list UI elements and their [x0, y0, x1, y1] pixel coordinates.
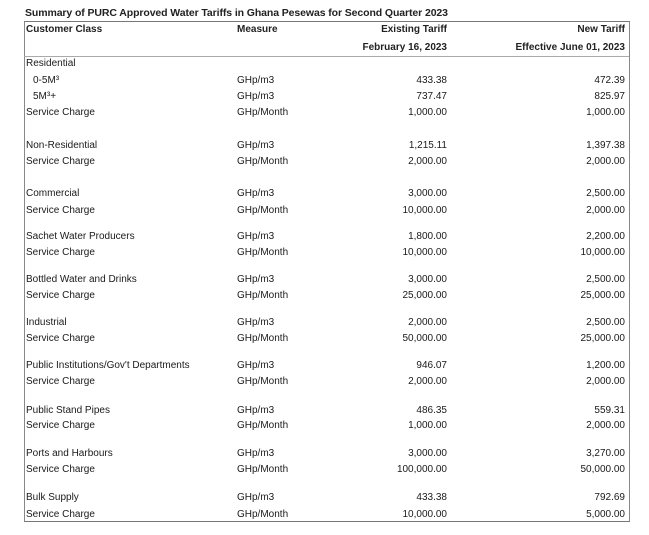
row-customer-class: Service Charge: [26, 205, 95, 216]
row-existing-tariff: 2,000.00: [408, 317, 447, 328]
header-customer-class: Customer Class: [26, 24, 103, 35]
row-measure: GHp/Month: [237, 509, 289, 520]
row-customer-class: Non-Residential: [26, 140, 98, 151]
row-new-tariff: 25,000.00: [580, 333, 625, 344]
row-existing-tariff: 1,000.00: [408, 107, 447, 118]
row-measure: GHp/Month: [237, 107, 289, 118]
row-new-tariff: 2,000.00: [586, 420, 625, 431]
row-measure: GHp/m3: [237, 188, 275, 199]
row-new-tariff: 1,397.38: [586, 140, 625, 151]
row-new-tariff: 3,270.00: [586, 448, 625, 459]
header-measure: Measure: [237, 24, 278, 35]
row-new-tariff: 2,500.00: [586, 274, 625, 285]
row-new-tariff: 2,000.00: [586, 205, 625, 216]
row-existing-tariff: 3,000.00: [408, 188, 447, 199]
row-customer-class: Sachet Water Producers: [26, 231, 135, 242]
row-customer-class: Service Charge: [26, 107, 95, 118]
row-new-tariff: 2,500.00: [586, 317, 625, 328]
header-new-date: Effective June 01, 2023: [515, 42, 625, 53]
row-existing-tariff: 2,000.00: [408, 156, 447, 167]
row-new-tariff: 25,000.00: [580, 290, 625, 301]
row-customer-class: 0-5M³: [33, 75, 60, 86]
row-customer-class: Service Charge: [26, 464, 95, 475]
row-customer-class: Service Charge: [26, 290, 95, 301]
row-customer-class: Residential: [26, 58, 76, 69]
row-existing-tariff: 2,000.00: [408, 376, 447, 387]
row-measure: GHp/m3: [237, 360, 275, 371]
row-measure: GHp/m3: [237, 75, 275, 86]
row-existing-tariff: 433.38: [416, 75, 447, 86]
row-new-tariff: 5,000.00: [586, 509, 625, 520]
row-existing-tariff: 946.07: [416, 360, 447, 371]
row-customer-class: Public Institutions/Gov't Departments: [26, 360, 190, 371]
row-measure: GHp/Month: [237, 376, 289, 387]
row-existing-tariff: 1,000.00: [408, 420, 447, 431]
row-measure: GHp/m3: [237, 317, 275, 328]
row-new-tariff: 1,000.00: [586, 107, 625, 118]
row-customer-class: Service Charge: [26, 333, 95, 344]
row-existing-tariff: 3,000.00: [408, 448, 447, 459]
row-measure: GHp/m3: [237, 140, 275, 151]
row-existing-tariff: 10,000.00: [402, 509, 447, 520]
row-customer-class: Service Charge: [26, 247, 95, 258]
row-measure: GHp/Month: [237, 247, 289, 258]
row-customer-class: Ports and Harbours: [26, 448, 113, 459]
row-new-tariff: 825.97: [594, 91, 625, 102]
row-new-tariff: 2,000.00: [586, 376, 625, 387]
row-existing-tariff: 737.47: [416, 91, 447, 102]
row-existing-tariff: 100,000.00: [396, 464, 447, 475]
row-customer-class: Commercial: [26, 188, 80, 199]
row-measure: GHp/Month: [237, 156, 289, 167]
row-customer-class: Service Charge: [26, 509, 95, 520]
row-existing-tariff: 433.38: [416, 492, 447, 503]
header-divider: [24, 56, 629, 57]
row-customer-class: 5M³+: [33, 91, 57, 102]
row-customer-class: Service Charge: [26, 156, 95, 167]
row-existing-tariff: 10,000.00: [402, 247, 447, 258]
row-existing-tariff: 25,000.00: [402, 290, 447, 301]
row-measure: GHp/m3: [237, 492, 275, 503]
row-new-tariff: 792.69: [594, 492, 625, 503]
row-new-tariff: 2,200.00: [586, 231, 625, 242]
row-measure: GHp/Month: [237, 420, 289, 431]
row-existing-tariff: 3,000.00: [408, 274, 447, 285]
row-measure: GHp/Month: [237, 464, 289, 475]
row-customer-class: Public Stand Pipes: [26, 405, 110, 416]
row-customer-class: Service Charge: [26, 420, 95, 431]
row-measure: GHp/Month: [237, 205, 289, 216]
row-measure: GHp/m3: [237, 274, 275, 285]
row-customer-class: Bulk Supply: [26, 492, 79, 503]
row-new-tariff: 10,000.00: [580, 247, 625, 258]
row-measure: GHp/m3: [237, 231, 275, 242]
row-customer-class: Bottled Water and Drinks: [26, 274, 137, 285]
row-measure: GHp/Month: [237, 333, 289, 344]
row-existing-tariff: 1,800.00: [408, 231, 447, 242]
header-existing-date: February 16, 2023: [362, 42, 447, 53]
row-new-tariff: 1,200.00: [586, 360, 625, 371]
row-new-tariff: 559.31: [594, 405, 625, 416]
row-existing-tariff: 486.35: [416, 405, 447, 416]
row-new-tariff: 2,000.00: [586, 156, 625, 167]
row-customer-class: Service Charge: [26, 376, 95, 387]
row-customer-class: Industrial: [26, 317, 67, 328]
row-measure: GHp/m3: [237, 448, 275, 459]
header-new-tariff: New Tariff: [577, 24, 625, 35]
row-measure: GHp/m3: [237, 405, 275, 416]
row-measure: GHp/Month: [237, 290, 289, 301]
document-title: Summary of PURC Approved Water Tariffs in Ghana Pesewas for Second Quarter 2023: [25, 7, 448, 19]
row-new-tariff: 472.39: [594, 75, 625, 86]
row-new-tariff: 2,500.00: [586, 188, 625, 199]
row-existing-tariff: 10,000.00: [402, 205, 447, 216]
row-new-tariff: 50,000.00: [580, 464, 625, 475]
row-existing-tariff: 1,215.11: [408, 140, 447, 151]
tariff-table: [24, 21, 630, 522]
row-existing-tariff: 50,000.00: [402, 333, 447, 344]
row-measure: GHp/m3: [237, 91, 275, 102]
header-existing-tariff: Existing Tariff: [381, 24, 447, 35]
